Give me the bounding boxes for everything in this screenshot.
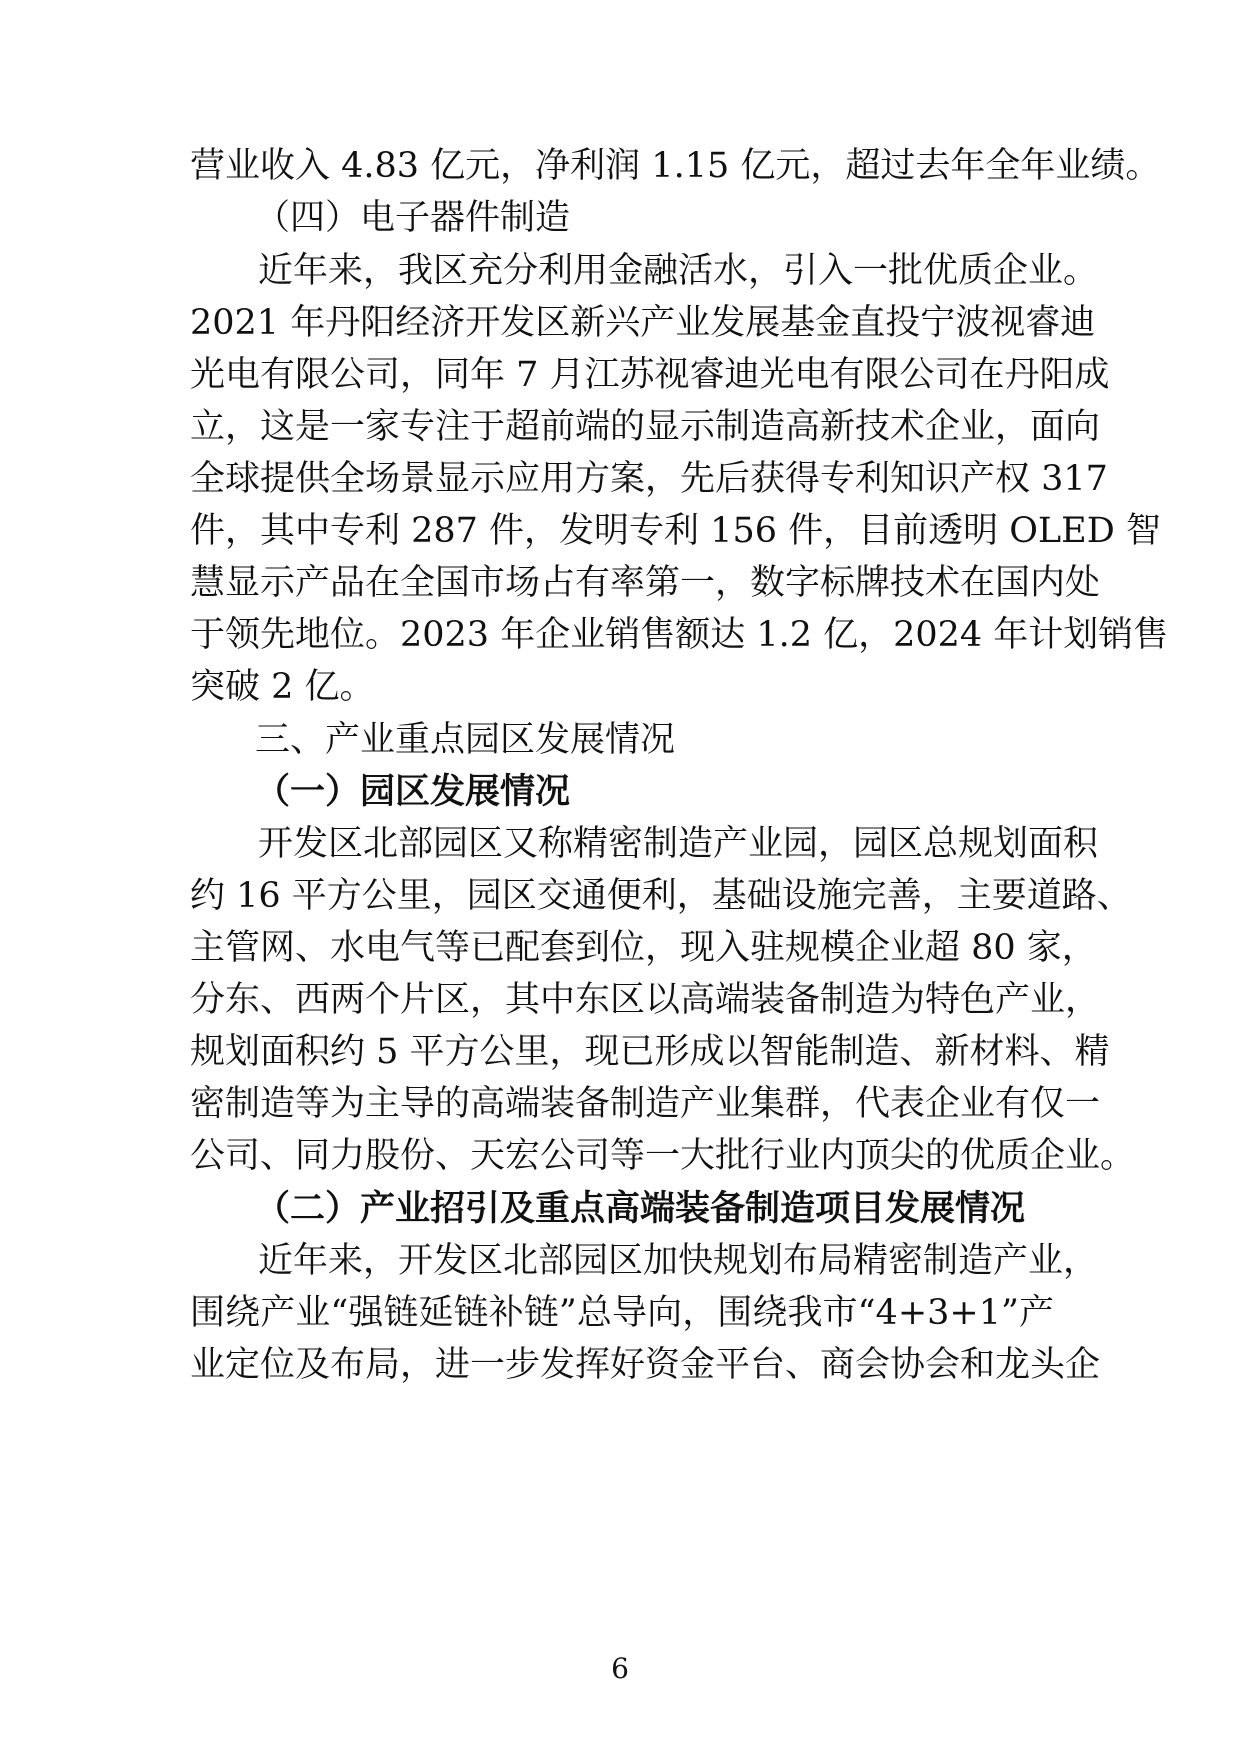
para-2-line-1: 近年来，我区充分利用金融活水，引入一批优质企业。 bbox=[258, 251, 1099, 291]
para-3-line-1: 开发区北部园区又称精密制造产业园，园区总规划面积 bbox=[258, 824, 1099, 864]
para-4-line-2: 围绕产业“强链延链补链”总导向，围绕我市“4+3+1”产 bbox=[190, 1293, 1054, 1333]
para-4-line-1: 近年来，开发区北部园区加快规划布局精密制造产业， bbox=[258, 1241, 1099, 1281]
heading-3-parks: 三、产业重点园区发展情况 bbox=[255, 720, 676, 760]
para-2-line-4: 立，这是一家专注于超前端的显示制造高新技术企业，面向 bbox=[190, 407, 1101, 447]
para-3-line-4: 分东、西两个片区，其中东区以高端装备制造为特色产业， bbox=[190, 980, 1101, 1020]
para-2-line-7: 慧显示产品在全国市场占有率第一，数字标牌技术在国内处 bbox=[190, 563, 1101, 603]
para-3-line-3: 主管网、水电气等已配套到位，现入驻规模企业超 80 家， bbox=[190, 928, 1097, 968]
para-4-line-3: 业定位及布局，进一步发挥好资金平台、商会协会和龙头企 bbox=[190, 1345, 1101, 1385]
heading-2-investment: （二）产业招引及重点高端装备制造项目发展情况 bbox=[255, 1188, 1026, 1229]
para-2-line-5: 全球提供全场景显示应用方案，先后获得专利知识产权 317 bbox=[190, 459, 1108, 499]
para-2-line-6: 件，其中专利 287 件，发明专利 156 件，目前透明 OLED 智 bbox=[190, 511, 1161, 551]
para-3-line-2: 约 16 平方公里，园区交通便利，基础设施完善，主要道路、 bbox=[190, 876, 1132, 916]
para-2-line-2: 2021 年丹阳经济开发区新兴产业发展基金直投宁波视睿迪 bbox=[190, 303, 1096, 343]
para-3-line-5: 规划面积约 5 平方公里，现已形成以智能制造、新材料、精 bbox=[190, 1032, 1110, 1072]
heading-1-park-development: （一）园区发展情况 bbox=[255, 771, 571, 812]
para-2-line-9: 突破 2 亿。 bbox=[190, 667, 375, 707]
page-number: 6 bbox=[611, 1652, 629, 1685]
para-3-line-7: 公司、同力股份、天宏公司等一大批行业内顶尖的优质企业。 bbox=[190, 1136, 1136, 1176]
para-3-line-6: 密制造等为主导的高端装备制造产业集群，代表企业有仅一 bbox=[190, 1084, 1101, 1124]
heading-4-electronics: （四）电子器件制造 bbox=[255, 198, 571, 238]
para-2-line-8: 于领先地位。2023 年企业销售额达 1.2 亿，2024 年计划销售 bbox=[190, 615, 1169, 655]
para-1-line-1: 营业收入 4.83 亿元，净利润 1.15 亿元，超过去年全年业绩。 bbox=[190, 146, 1161, 186]
para-2-line-3: 光电有限公司，同年 7 月江苏视睿迪光电有限公司在丹阳成 bbox=[190, 355, 1110, 395]
